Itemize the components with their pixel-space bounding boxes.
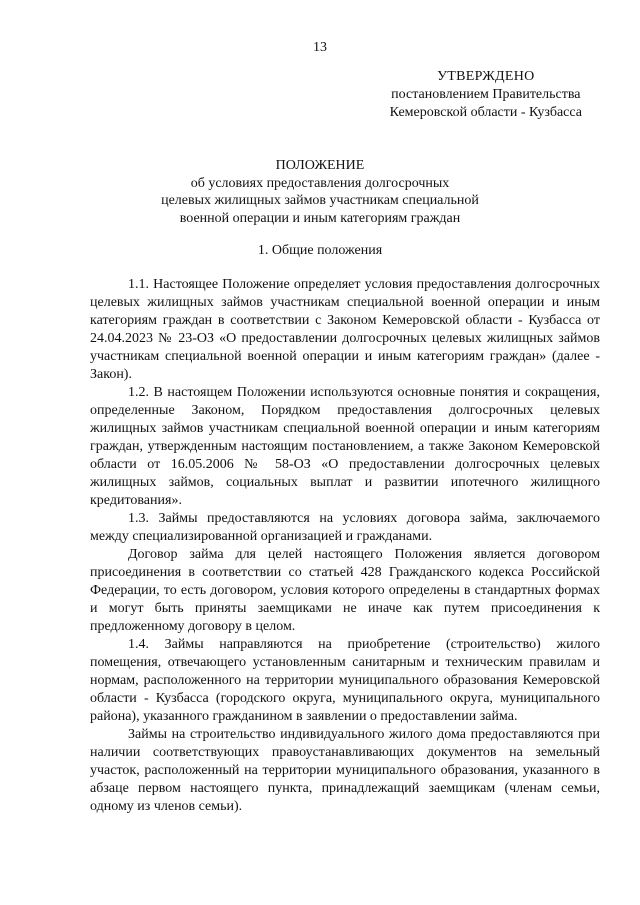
approval-title: УТВЕРЖДЕНО (437, 69, 535, 84)
page-number: 13 (313, 40, 327, 55)
approval-stamp (390, 68, 582, 122)
paragraph: 1.1. Настоящее Положение определяет условия предоставления долгосрочных целевых жилищных займов участникам специальной военной операции и иным категориям граждан в соответствии с Законом Кемеровской области - Кузбасса от 24.04.2023 № 23-ОЗ «О предоставлении долгосрочных целевых жилищных займов участникам специальной военной операции и иным категориям граждан» (далее - Закон). (90, 277, 600, 382)
paragraph: Договор займа для целей настоящего Положения является договором присоединения в соответствии со статьей 428 Гражданского кодекса Российской Федерации, то есть договором, условия которого определены в стандартных формах и могут быть приняты заемщиками не иначе как путем присоединения к предложенному договору в целом. (90, 547, 600, 634)
section-heading: 1. Общие положения (257, 243, 383, 258)
document-title (0, 157, 640, 227)
approval-line: постановлением Правительства (391, 87, 581, 102)
title-line: военной операции и иным категориям граждан (179, 210, 461, 226)
title-line: об условиях предоставления долгосрочных (190, 175, 450, 191)
document-body (90, 276, 600, 816)
paragraph: 1.3. Займы предоставляются на условиях договора займа, заключаемого между специализированной организацией и гражданами. (90, 511, 600, 544)
title-line: целевых жилищных займов участникам специальной (161, 193, 479, 208)
title-heading: ПОЛОЖЕНИЕ (275, 158, 365, 173)
paragraph: 1.2. В настоящем Положении используются основные понятия и сокращения, определенные Законом, Порядком предоставления долгосрочных целевых жилищных займов участникам специальной военной операции и иным категориям граждан, утвержденным настоящим постановлением, а также Законом Кемеровской области от 16.05.2006 № 58-ОЗ «О предоставлении долгосрочных целевых жилищных займов, социальных выплат и развитии ипотечного жилищного кредитования». (90, 385, 600, 508)
paragraph: Займы на строительство индивидуального жилого дома предоставляются при наличии соответствующих правоустанавливающих документов на земельный участок, расположенный на территории муниципального образования, указанного в абзаце первом настоящего пункта, принадлежащий заемщикам (членам семьи, одному из членов семьи). (90, 727, 600, 814)
approval-line: Кемеровской области - Кузбасса (389, 105, 582, 120)
paragraph: 1.4. Займы направляются на приобретение (строительство) жилого помещения, отвечающего установленным санитарным и техническим правилам и нормам, расположенного на территории муниципального образования Кемеровской области - Кузбасса (городского округа, муниципального округа, муниципального района), указанного гражданином в заявлении о предоставлении займа. (90, 637, 600, 724)
